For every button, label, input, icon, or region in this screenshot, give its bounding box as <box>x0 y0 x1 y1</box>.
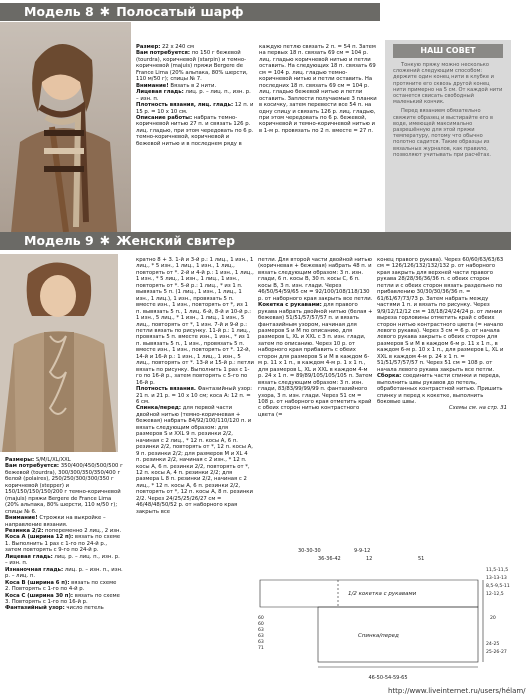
model9-number: Модель 9 <box>24 233 94 248</box>
model8-photo <box>0 22 131 243</box>
text-paragraph: Фантазийный узор: число петель <box>5 605 104 612</box>
star-icon: ✱ <box>99 233 111 248</box>
bottom-dimension: 46-50-54-59-65 <box>368 675 408 681</box>
schema-top-center-b: 12 <box>366 556 373 562</box>
text-paragraph: Внимание! Строжки на выкройке – направление вязания. <box>5 515 106 528</box>
text-paragraph: Лицевая гладь: лиц. р. – лиц. п., изн. р. – изн. п. <box>5 553 120 567</box>
sleeve-label: 1/2 кокетка с рукавами <box>348 591 417 597</box>
text-paragraph: Спинка/перед: для первой части двойной нитью (темно-коричневая + бежевая) набрать 84/92/100/110/120 п. и вязать следующим образом: для размеров S и XXL 9 п. резинки 2/2, начиная с 2 лиц., * 12 п. косы A, 6 п. резинки 2/2, повторять от *, 12 п. косы A, 9 п. резинки 2/2; для размеров M и XL 4 п. резинки 2/2, начиная с 2 изн., * 12 п. косы A, 6 п. резинки 2/2, повторять от *, 12 п. косы A, 4 п. резинки 2/2; для размера L 8 п. резинки 2/2, начиная с 2 лиц., * 12 п. косы A, 6 п. резинки 2/2, повторять от *, 12 п. косы A, 8 п. резинки 2/2. Через 24/25/25/26/27 см = 46/48/48/50/52 р. от наборного края закрыть все <box>136 405 253 515</box>
text-paragraph: кратно 8 + 3. 1-й и 3-й р.: 1 лиц., 1 изн., 1 лиц., * 5 изн., 1 лиц., 1 изн., 1 лиц., повторять от *. 2-й и 4-й р.: 1 изн., 1 лиц., 1 изн., * 5 лиц., 1 изн., 1 лиц., 1 изн., повторять от *. 5-й р.: 1 лиц., * из 1 п. вывязать 5 п. (1 лиц., 1 изн., 1 лиц., 1 изн., 1 лиц.), 1 изн., провязать 5 п. вместе изн., 1 изн., повторять от *, из 1 п. вывязать 5 п., 1 лиц. 6-й, 8-й и 10-й р.: 1 изн., 5 лиц., * 1 изн., 1 лиц., 1 изн., 5 лиц., повторять от *, 1 изн. 7-й и 9-й р.: петли вязать по рисунку. 11-й р.: 1 лиц., провязать 5 п. вместе изн., 1 изн., * из 1 п. вывязать 5 п., 1 изн., провязать 5 п. вместе изн., 1 изн., повторять от *. 12-й, 14-й и 16-й р.: 1 изн., 1 лиц., 1 изн., 5 лиц., повторять от *. 13-й и 15-й р.: петли вязать по рисунку. Выполнить 1 раз с 1-го по 16-й р., затем повторять с 5-го по 16-й р. <box>136 257 254 386</box>
schema-top-center-a: 36-36-42 <box>318 556 341 562</box>
text-paragraph: Плотность вязания, лиц. гладь: 12 п. и 15 р. = 10 x 10 см. <box>136 102 254 115</box>
tip-paragraph: Перед вязанием обязательно свяжите образец и выстирайте его в воде, имеющей максимально разрешённую для этой пряжи температуру, потому что обычно полотно садится. Такие образцы из вязальных журналов, как правило, позволяют учитывать при расчётах. <box>393 108 493 158</box>
text-paragraph: петли. Для второй части двойной нитью (коричневая + бежевая) набрать 48 п. и вязать следующим образом: 3 п. изн. глади, 6 п. косы B, 30 п. косы C, 6 п. косы B, 3 п. изн. глади. Через 46/50/54/59/65 см = 92/100/108/118/130 р. от наборного края закрыть все петли. <box>258 257 373 302</box>
model8-banner <box>0 3 380 21</box>
text-paragraph: Коса C (ширина 30 п): вязать по схеме 3. Повторять с 1-го по 16-й р. <box>5 592 120 605</box>
text-paragraph: Кокетка с рукавами: для правого рукава набрать двойной нитью (белая + бежевая) 51/51/57/57/57 п. и вязать фантазийным узором, начиная для размеров S и M по описанию, для размеров L, XL и XXL с 3 п. изн. глади, затем по описанию. Через 10 р. от наборного края прибавить с обеих сторон для размеров S и M в каждом 6-м р. 11 x 1 п., в каждом 4-м р. 1 x 1 п., для размеров L, XL и XXL в каждом 4-м р. 24 x 1 п. = 89/89/105/105/105 п. Затем вязать следующим образом: 3 п. изн. глади, 83/83/99/99/99 п. фантазийного узора, 3 п. изн. глади. Через 51 см = 108 р. от наборного края отметить край с обеих сторон нитью контрастного цвета (= <box>258 302 373 418</box>
text-paragraph: каждую петлю связать 2 п. = 54 п. Затем на первых 18 п. связать 69 см = 104 р. лиц. гладью коричневой нитью и петли оставить. На следующих 18 п. связать 69 см = 104 р. лиц. гладью темно-коричневой нитью и петли оставить. На последних 18 п. связать 69 см = 104 р. лиц. гладью бежевой нитью и петли оставить. Заплести получаемые 3 планки в косичку, затем перевести все 54 п. на одну спицу и связать 126 р. лиц. гладью, при этом чередовать по 6 р. бежевой, коричневой и темно-коричневой нитью и в 1-м р. провязать по 2 п. вместе = 27 п. <box>259 44 377 134</box>
back-front-label: Спинка/перед <box>358 633 399 639</box>
right-value: 25-26-27 <box>486 650 507 655</box>
right-value: 12-12,5 <box>486 592 504 597</box>
text-paragraph: Размер: 22 x 240 см <box>136 44 195 50</box>
model9-title: Женский свитер <box>116 233 236 248</box>
schema-top-left: 30-30-30 <box>298 548 321 554</box>
text-paragraph: Коса B (ширина 6 п): вязать по схеме 2. Повторять с 1-го по 4-й р. <box>5 579 117 593</box>
left-value: 60 <box>258 616 264 621</box>
left-value: 60 <box>258 622 264 627</box>
left-value: 63 <box>258 640 264 645</box>
star-icon: ✱ <box>99 4 111 19</box>
text-paragraph: Описание работы: набрать темно-коричневой нитью 27 п. и связать 126 р. лиц. гладью, при этом чередовать по 6 р. темно-коричневой, коричневой и бежевой нитью и в последнем ряду в <box>136 114 254 147</box>
source-url: http://www.liveinternet.ru/users/hélam/ <box>388 687 526 695</box>
text-paragraph: Сборка: соединить части спинки и переда, выполнить швы рукавов до петель, обработанных контрастной нитью. Пришить спинку и перед к кокетке, выполнить боковые швы. <box>377 373 503 405</box>
text-paragraph: Лицевая гладь: лиц. р. – лиц. п., изн. р. – изн. п. <box>136 89 251 102</box>
text-paragraph: Размеры: S/M/L/XL/XXL <box>5 457 71 463</box>
model9-column-1 <box>5 457 123 697</box>
model9-photo <box>0 254 118 452</box>
text-paragraph: Вам потребуется: по 150 г бежевой (tourdra), коричневой (starpin) и темно-коричневой (majuis) пряжи Bergere de France Lima (20% альпака, 80% шерсти, 110 м/50 г); спицы № 7. <box>136 50 248 83</box>
schema-top-right: 9-9-12 <box>354 548 371 554</box>
continue-note: Схемы см. на стр. 31 <box>448 405 507 412</box>
model9-column-3 <box>258 257 373 517</box>
right-value: 8,5-9,5-11 <box>486 584 510 589</box>
right-value: 24-25 <box>486 642 500 647</box>
text-paragraph: Изнаночная гладь: лиц. р. – изн. п., изн. р. – лиц. п. <box>5 566 123 580</box>
text-paragraph: Коса A (ширина 12 п): вязать по схеме 1. Выполнить 1 раз с 1-го по 24-й р., затем повторять с 9-го по 24-й р. <box>5 534 121 554</box>
text-paragraph: Плотность вязания. Фантазийный узор: 21 п. и 21 р. = 10 x 10 см; коса A: 12 п. = 6 см. <box>136 386 253 405</box>
sleeve-cuff <box>260 580 266 607</box>
model8-title: Полосатый шарф <box>116 4 244 19</box>
model8-number: Модель 8 <box>24 4 94 19</box>
right-value: 20 <box>490 616 496 621</box>
left-value: 71 <box>258 646 264 651</box>
tip-sidebar <box>385 40 511 243</box>
right-value: 11,5-11,5 <box>486 568 509 573</box>
text-paragraph: Резинка 2/2: попеременно 2 лиц., 2 изн. <box>5 527 122 534</box>
tip-text <box>385 58 511 165</box>
model9-column-2 <box>136 257 254 697</box>
tip-paragraph: Тонкую пряжу можно несколько сложений следующим способом: держите один конец нити в клубке и протяните его сквозь другой конец нити примерно на 5 см. От каждой нити останется свисать свободный маленький кончик. <box>393 62 503 106</box>
model9-column-4 <box>377 257 507 512</box>
model9-banner <box>0 232 511 250</box>
text-paragraph: Внимание! Вязать в 2 нити. <box>136 82 217 89</box>
tip-heading: НАШ СОВЕТ <box>393 44 503 58</box>
text-paragraph: конец правого рукава). Через 60/60/63/63/63 см = 126/126/132/132/132 р. от наборного края закрыть для верхней части правого рукава 28/28/36/36/36 п. с обеих сторон петли и с обеих сторон вязать раздельно по прибавлению 30/30/30/36/36 п. = 61/61/67/73/73 р. Затем набрать между частями 1 п. и вязать по рисунку. Через 9/9/12/12/12 см = 18/18/24/24/24 р. от линии выреза горловины отметить край с обеих сторон нитью контрастного цвета (= начало левого рукава). Через 3 см = 6 р. от начала левого рукава закрыть с обеих сторон для размеров S и M в каждом 6-м р. 11 x 1 п., в каждом 6-м р. 10 x 1 п., для размеров L, XL и XXL в каждом 4-м р. 24 x 1 п. = 51/51/57/57/57 п. Через 51 см = 108 р. от начала левого рукава закрыть все петли. <box>377 257 504 373</box>
schema-top-far-right: 51 <box>418 556 425 562</box>
left-value: 63 <box>258 628 264 633</box>
left-value: 63 <box>258 634 264 639</box>
model8-column-1 <box>136 44 254 242</box>
right-value: 13-13-13 <box>486 576 507 581</box>
model8-column-2 <box>259 44 377 242</box>
pattern-schema <box>258 545 508 685</box>
text-paragraph: Вам потребуется: 350/400/450/500/500 г бежевой (tourdra), 300/300/350/350/400 г белой (polaires), 250/250/300/300/350 г коричневой (stepper) и 150/150/150/150/200 г темно-коричневой (majuis) пряжи Bergere de France Lima (20% альпака, 80% шерсти, 110 м/50 г); спицы № 6. <box>5 463 123 515</box>
